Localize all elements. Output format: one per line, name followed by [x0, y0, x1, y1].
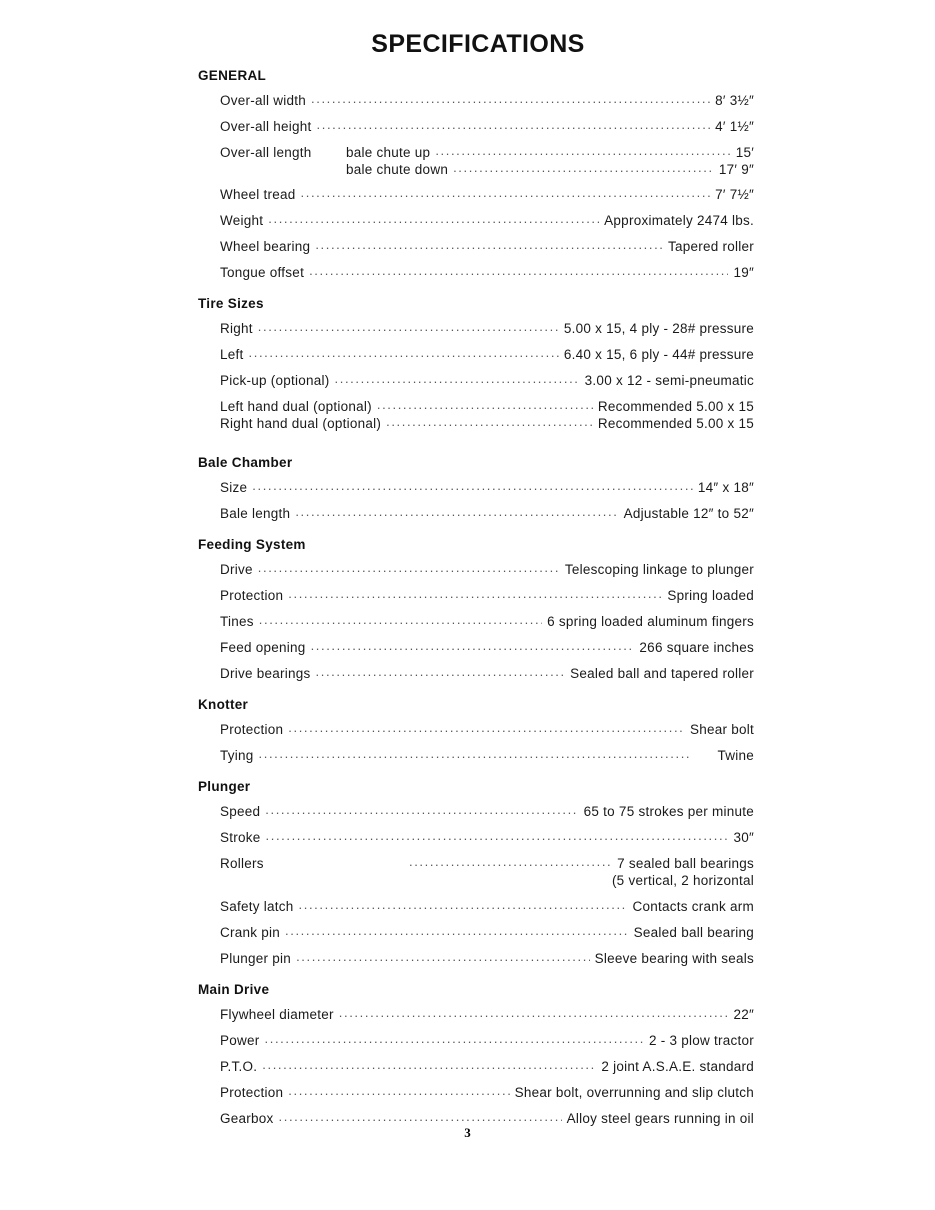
leader-dots: [296, 949, 590, 964]
section-bale-chamber: [198, 455, 754, 521]
section-heading-plunger: Plunger: [198, 779, 251, 794]
spec-value: Twine: [717, 748, 754, 763]
spec-label: Right: [220, 321, 253, 336]
spec-label: Wheel bearing: [220, 239, 311, 254]
spec-label: Feed opening: [220, 640, 306, 655]
spec-label: Pick-up (optional): [220, 373, 330, 388]
spec-value: Sleeve bearing with seals: [594, 951, 754, 966]
section-tire-sizes: [198, 296, 754, 431]
leader-dots: [295, 504, 618, 519]
spec-sub-label: bale chute up: [346, 145, 431, 160]
leader-dots: [316, 664, 566, 679]
leader-dots: [435, 143, 730, 158]
spec-row: [220, 666, 754, 681]
spec-row: [220, 321, 754, 336]
leader-dots: [258, 319, 559, 334]
leader-dots: [259, 746, 689, 761]
spec-label: Tongue offset: [220, 265, 305, 280]
spec-value: Telescoping linkage to plunger: [564, 562, 754, 577]
spec-label: Rollers: [220, 856, 264, 871]
spec-row: [220, 1111, 754, 1126]
spec-value: 22″: [733, 1007, 754, 1022]
spec-value: 17′ 9″: [718, 162, 754, 177]
spec-row: [220, 925, 754, 940]
spec-row: [220, 1059, 754, 1074]
spec-row: [220, 830, 754, 845]
leader-dots: [339, 1005, 729, 1020]
spec-value: 8′ 3½″: [715, 93, 754, 108]
spec-row: [220, 748, 754, 763]
leader-dots: [266, 828, 729, 843]
spec-value: 6 spring loaded aluminum fingers: [547, 614, 754, 629]
spec-value: Contacts crank arm: [632, 899, 754, 914]
spec-label: Gearbox: [220, 1111, 274, 1126]
leader-dots: [252, 478, 693, 493]
spec-row: [220, 145, 754, 160]
spec-sub-label: bale chute down: [346, 162, 449, 177]
spec-label: Crank pin: [220, 925, 281, 940]
spec-row: [220, 562, 754, 577]
spec-value: Recommended 5.00 x 15: [597, 416, 754, 431]
spec-value: 6.40 x 15, 6 ply - 44# pressure: [563, 347, 754, 362]
leader-dots: [249, 345, 559, 360]
spec-row: [220, 640, 754, 655]
spec-value: 15′: [735, 145, 754, 160]
spec-value: 5.00 x 15, 4 ply - 28# pressure: [563, 321, 754, 336]
spec-label: Stroke: [220, 830, 261, 845]
spec-label: Size: [220, 480, 248, 495]
spec-value: 266 square inches: [639, 640, 754, 655]
leader-dots: [259, 612, 542, 627]
leader-dots: [299, 897, 628, 912]
section-heading-tire-sizes: Tire Sizes: [198, 296, 264, 311]
spec-label: Protection: [220, 722, 284, 737]
spec-value: 7′ 7½″: [715, 187, 754, 202]
section-heading-bale-chamber: Bale Chamber: [198, 455, 293, 470]
spec-row: [220, 265, 754, 280]
leader-dots: [265, 1031, 644, 1046]
section-general: [198, 68, 754, 280]
leader-dots: [262, 1057, 596, 1072]
spec-row: [220, 480, 754, 495]
section-heading-knotter: Knotter: [198, 697, 249, 712]
spec-row: [220, 93, 754, 108]
spec-row: [220, 856, 754, 871]
spec-row: [220, 416, 754, 431]
spec-row: [220, 1033, 754, 1048]
spec-label: Plunger pin: [220, 951, 292, 966]
spec-row: [220, 614, 754, 629]
leader-dots: [311, 91, 710, 106]
spec-value: Approximately 2474 lbs.: [604, 213, 754, 228]
spec-row: [220, 399, 754, 414]
spec-row: [220, 347, 754, 362]
spec-value: Spring loaded: [667, 588, 754, 603]
spec-label: Left: [220, 347, 244, 362]
leader-dots: [258, 560, 560, 575]
leader-dots: [301, 185, 711, 200]
leader-dots: [288, 1083, 509, 1098]
spec-row: [220, 373, 754, 388]
spec-row: [220, 162, 754, 177]
page-number: 3: [464, 1125, 471, 1140]
spec-row: [220, 506, 754, 521]
spec-value: Alloy steel gears running in oil: [566, 1111, 754, 1126]
page-title: SPECIFICATIONS: [371, 30, 585, 58]
leader-dots: [279, 1109, 562, 1124]
spec-row: [220, 804, 754, 819]
spec-value-continuation: (5 vertical, 2 horizontal: [611, 873, 754, 888]
spec-value: Shear bolt, overrunning and slip clutch: [514, 1085, 754, 1100]
spec-label: Bale length: [220, 506, 291, 521]
spec-label: Protection: [220, 1085, 284, 1100]
spec-label: Tying: [220, 748, 254, 763]
spec-row: [220, 119, 754, 134]
leader-dots: [288, 720, 685, 735]
spec-row: [220, 722, 754, 737]
leader-dots: [268, 211, 599, 226]
spec-row: [220, 951, 754, 966]
spec-label: Drive bearings: [220, 666, 311, 681]
spec-label: Wheel tread: [220, 187, 296, 202]
leader-dots: [335, 371, 580, 386]
spec-label: Speed: [220, 804, 261, 819]
spec-value: 7 sealed ball bearings: [617, 856, 754, 871]
spec-row: [220, 239, 754, 254]
spec-label: Power: [220, 1033, 260, 1048]
section-knotter: [198, 697, 754, 763]
spec-value: 2 joint A.S.A.E. standard: [601, 1059, 754, 1074]
spec-label: Left hand dual (optional): [220, 399, 372, 414]
leader-dots: [315, 237, 663, 252]
section-heading-main-drive: Main Drive: [198, 982, 270, 997]
spec-label: Drive: [220, 562, 253, 577]
spec-value: 2 - 3 plow tractor: [648, 1033, 754, 1048]
spec-value: Sealed ball bearing: [633, 925, 754, 940]
spec-label: Tines: [220, 614, 254, 629]
spec-row: [220, 1085, 754, 1100]
spec-label: Safety latch: [220, 899, 294, 914]
spec-value: 65 to 75 strokes per minute: [583, 804, 754, 819]
spec-label: Over-all width: [220, 93, 307, 108]
leader-dots: [317, 117, 711, 132]
spec-value: 19″: [733, 265, 754, 280]
spec-row: [220, 588, 754, 603]
leader-dots: [453, 160, 714, 175]
section-main-drive: [198, 982, 754, 1126]
leader-dots: [377, 397, 593, 412]
spec-row: [220, 1007, 754, 1022]
leader-dots: [288, 586, 662, 601]
spec-value: Recommended 5.00 x 15: [597, 399, 754, 414]
spec-label: Right hand dual (optional): [220, 416, 382, 431]
leader-dots: [309, 263, 728, 278]
leader-dots: [311, 638, 635, 653]
spec-value: Adjustable 12″ to 52″: [623, 506, 754, 521]
spec-value: 4′ 1½″: [715, 119, 754, 134]
spec-row: [220, 187, 754, 202]
spec-label: Flywheel diameter: [220, 1007, 334, 1022]
spec-value: 3.00 x 12 - semi-pneumatic: [584, 373, 754, 388]
spec-label: Protection: [220, 588, 284, 603]
leader-dots: [265, 802, 578, 817]
spec-row: [220, 213, 754, 228]
spec-value: 14″ x 18″: [697, 480, 754, 495]
spec-row: [220, 899, 754, 914]
leader-dots: [285, 923, 629, 938]
spec-label: P.T.O.: [220, 1059, 258, 1074]
spec-value: Shear bolt: [689, 722, 754, 737]
spec-label: Over-all length: [220, 145, 312, 160]
spec-value: 30″: [733, 830, 754, 845]
leader-dots: [409, 854, 612, 869]
section-plunger: [198, 779, 754, 966]
spec-content: [198, 68, 754, 1126]
spec-value: Sealed ball and tapered roller: [570, 666, 754, 681]
spec-label: Weight: [220, 213, 264, 228]
spec-value: Tapered roller: [667, 239, 754, 254]
section-feeding-system: [198, 537, 754, 681]
section-heading-feeding-system: Feeding System: [198, 537, 306, 552]
leader-dots: [386, 414, 593, 429]
spec-label: Over-all height: [220, 119, 312, 134]
section-heading-general: GENERAL: [198, 68, 267, 83]
